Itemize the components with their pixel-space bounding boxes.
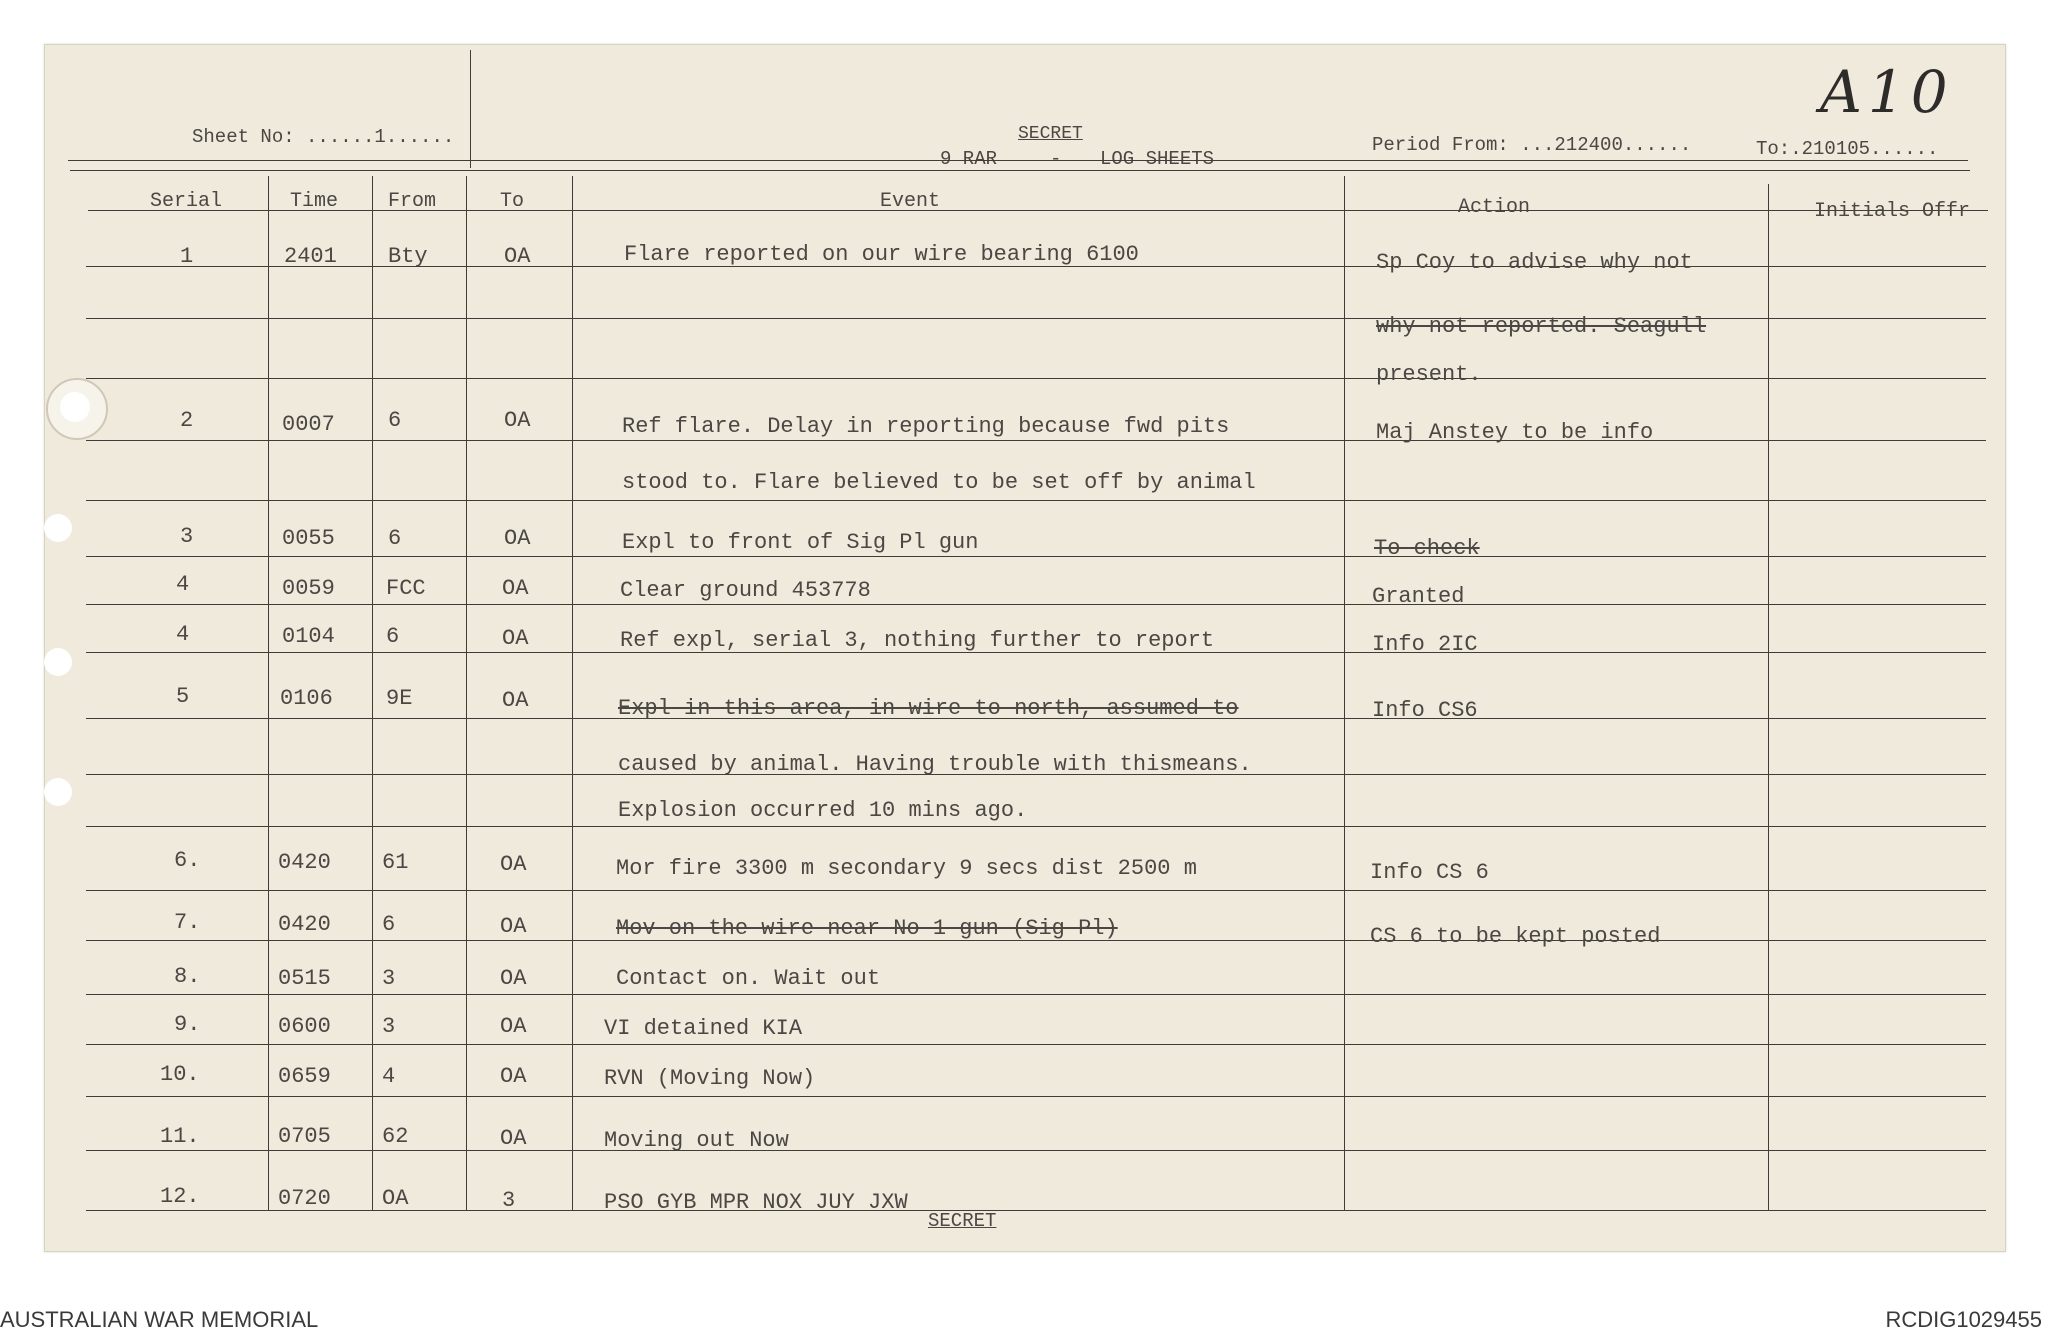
row-9-serial: 8. bbox=[174, 964, 201, 989]
col-header-initials: Initials Offr bbox=[1814, 200, 1970, 223]
row-3-event: Expl to front of Sig Pl gun bbox=[622, 530, 979, 555]
col-header-event: Event bbox=[880, 190, 941, 213]
row-rule bbox=[86, 440, 1986, 441]
header-rule bbox=[68, 160, 1968, 161]
archive-name: AUSTRALIAN WAR MEMORIAL bbox=[0, 1307, 319, 1332]
row-11-from: 4 bbox=[382, 1064, 396, 1089]
classification-top: SECRET bbox=[1018, 124, 1083, 144]
row-4-serial: 4 bbox=[176, 572, 190, 597]
row-11-time: 0659 bbox=[278, 1064, 331, 1089]
row-1-to: OA bbox=[504, 244, 531, 269]
row-1-action-3: present. bbox=[1376, 362, 1482, 387]
row-7-from: 61 bbox=[382, 850, 409, 875]
row-rule bbox=[86, 890, 1986, 891]
row-13-time: 0720 bbox=[278, 1186, 331, 1211]
row-rule bbox=[86, 556, 1986, 557]
col-header-to: To bbox=[500, 190, 525, 213]
row-rule bbox=[86, 994, 1986, 995]
row-6-event-3: Explosion occurred 10 mins ago. bbox=[618, 798, 1028, 823]
row-11-event: RVN (Moving Now) bbox=[604, 1066, 816, 1091]
row-13-from: OA bbox=[382, 1186, 409, 1211]
row-7-action: Info CS 6 bbox=[1370, 860, 1489, 885]
row-12-time: 0705 bbox=[278, 1124, 331, 1149]
row-8-time: 0420 bbox=[278, 912, 331, 937]
row-5-from: 6 bbox=[386, 624, 400, 649]
row-9-time: 0515 bbox=[278, 966, 331, 991]
row-6-event-2: caused by animal. Having trouble with thismeans. bbox=[618, 752, 1252, 777]
row-1-action-2: why not reported. Seagull bbox=[1376, 314, 1707, 339]
row-rule bbox=[86, 500, 1986, 501]
row-11-serial: 10. bbox=[160, 1062, 200, 1087]
row-8-action: CS 6 to be kept posted bbox=[1370, 924, 1661, 949]
col-divider bbox=[372, 176, 373, 1210]
row-1-from: Bty bbox=[388, 244, 428, 269]
row-2-from: 6 bbox=[388, 408, 402, 433]
col-divider bbox=[572, 176, 573, 1210]
row-4-action: Granted bbox=[1372, 584, 1465, 609]
row-8-serial: 7. bbox=[174, 910, 201, 935]
header-rule bbox=[70, 170, 1970, 171]
row-6-time: 0106 bbox=[280, 686, 333, 711]
col-divider bbox=[268, 176, 269, 1210]
row-1-time: 2401 bbox=[284, 244, 337, 269]
row-3-time: 0055 bbox=[282, 526, 335, 551]
col-header-from: From bbox=[388, 190, 437, 213]
row-2-serial: 2 bbox=[180, 408, 194, 433]
row-12-serial: 11. bbox=[160, 1124, 200, 1149]
col-header-action: Action bbox=[1458, 196, 1531, 219]
row-12-to: OA bbox=[500, 1126, 527, 1151]
row-5-time: 0104 bbox=[282, 624, 335, 649]
row-7-serial: 6. bbox=[174, 848, 201, 873]
row-10-to: OA bbox=[500, 1014, 527, 1039]
row-3-serial: 3 bbox=[180, 524, 194, 549]
sheet-number: Sheet No: ......1...... bbox=[192, 126, 455, 148]
punch-hole-inner bbox=[60, 392, 90, 422]
row-6-serial: 5 bbox=[176, 684, 190, 709]
row-3-action: To check bbox=[1374, 536, 1480, 561]
row-9-from: 3 bbox=[382, 966, 396, 991]
row-rule bbox=[86, 1044, 1986, 1045]
title-dash: - bbox=[1050, 148, 1062, 170]
row-13-serial: 12. bbox=[160, 1184, 200, 1209]
row-rule bbox=[86, 378, 1986, 379]
unit-name: 9 RAR bbox=[940, 148, 998, 170]
row-6-action: Info CS6 bbox=[1372, 698, 1478, 723]
punch-hole-small bbox=[44, 514, 72, 542]
row-5-action: Info 2IC bbox=[1372, 632, 1478, 657]
row-rule bbox=[86, 604, 1986, 605]
row-3-from: 6 bbox=[388, 526, 402, 551]
handwritten-reference: A10 bbox=[1820, 58, 1954, 126]
row-rule bbox=[86, 826, 1986, 827]
col-divider bbox=[1768, 184, 1769, 1210]
row-2-action: Maj Anstey to be info bbox=[1376, 420, 1654, 445]
log-title: LOG SHEETS bbox=[1100, 148, 1215, 170]
row-12-from: 62 bbox=[382, 1124, 409, 1149]
column-header-rule bbox=[88, 210, 1988, 211]
row-6-to: OA bbox=[502, 688, 529, 713]
row-2-event: Ref flare. Delay in reporting because fwd pits bbox=[622, 414, 1230, 439]
col-header-time: Time bbox=[290, 190, 339, 213]
row-9-event: Contact on. Wait out bbox=[616, 966, 881, 991]
row-4-to: OA bbox=[502, 576, 529, 601]
archive-reference: RCDIG1029455 bbox=[1885, 1307, 2042, 1332]
row-7-to: OA bbox=[500, 852, 527, 877]
row-2-event-2: stood to. Flare believed to be set off by animal bbox=[622, 470, 1256, 495]
sheet-divider bbox=[470, 50, 471, 168]
row-12-event: Moving out Now bbox=[604, 1128, 789, 1153]
row-10-event: VI detained KIA bbox=[604, 1016, 803, 1041]
col-divider bbox=[466, 176, 467, 1210]
row-2-time: 0007 bbox=[282, 412, 335, 437]
row-5-event: Ref expl, serial 3, nothing further to report bbox=[620, 628, 1215, 653]
row-9-to: OA bbox=[500, 966, 527, 991]
period-to: To:.210105...... bbox=[1756, 138, 1939, 160]
row-10-serial: 9. bbox=[174, 1012, 201, 1037]
row-rule bbox=[86, 1210, 1986, 1211]
row-7-event: Mor fire 3300 m secondary 9 secs dist 2500 m bbox=[616, 856, 1197, 881]
row-rule bbox=[86, 1150, 1986, 1151]
row-8-from: 6 bbox=[382, 912, 396, 937]
row-1-serial: 1 bbox=[180, 244, 194, 269]
row-13-event: PSO GYB MPR NOX JUY JXW bbox=[604, 1190, 908, 1215]
punch-hole-small bbox=[44, 648, 72, 676]
row-2-to: OA bbox=[504, 408, 531, 433]
row-13-to: 3 bbox=[502, 1188, 516, 1213]
row-7-time: 0420 bbox=[278, 850, 331, 875]
col-header-serial: Serial bbox=[150, 190, 223, 213]
row-5-to: OA bbox=[502, 626, 529, 651]
row-11-to: OA bbox=[500, 1064, 527, 1089]
col-divider bbox=[1344, 176, 1345, 1210]
row-6-event: Expl in this area, in wire to north, assumed to bbox=[618, 696, 1239, 721]
period-from: Period From: ...212400...... bbox=[1372, 134, 1692, 156]
row-8-event: Mov on the wire near No 1 gun (Sig Pl) bbox=[616, 916, 1118, 941]
row-4-from: FCC bbox=[386, 576, 426, 601]
row-5-serial: 4 bbox=[176, 622, 190, 647]
row-1-action: Sp Coy to advise why not bbox=[1376, 250, 1693, 275]
row-4-event: Clear ground 453778 bbox=[620, 578, 871, 603]
row-8-to: OA bbox=[500, 914, 527, 939]
row-10-from: 3 bbox=[382, 1014, 396, 1039]
row-10-time: 0600 bbox=[278, 1014, 331, 1039]
row-1-event: Flare reported on our wire bearing 6100 bbox=[624, 242, 1139, 267]
row-rule bbox=[86, 1096, 1986, 1097]
classification-bottom: SECRET bbox=[928, 1210, 997, 1232]
punch-hole-small bbox=[44, 778, 72, 806]
row-3-to: OA bbox=[504, 526, 531, 551]
row-4-time: 0059 bbox=[282, 576, 335, 601]
row-6-from: 9E bbox=[386, 686, 413, 711]
